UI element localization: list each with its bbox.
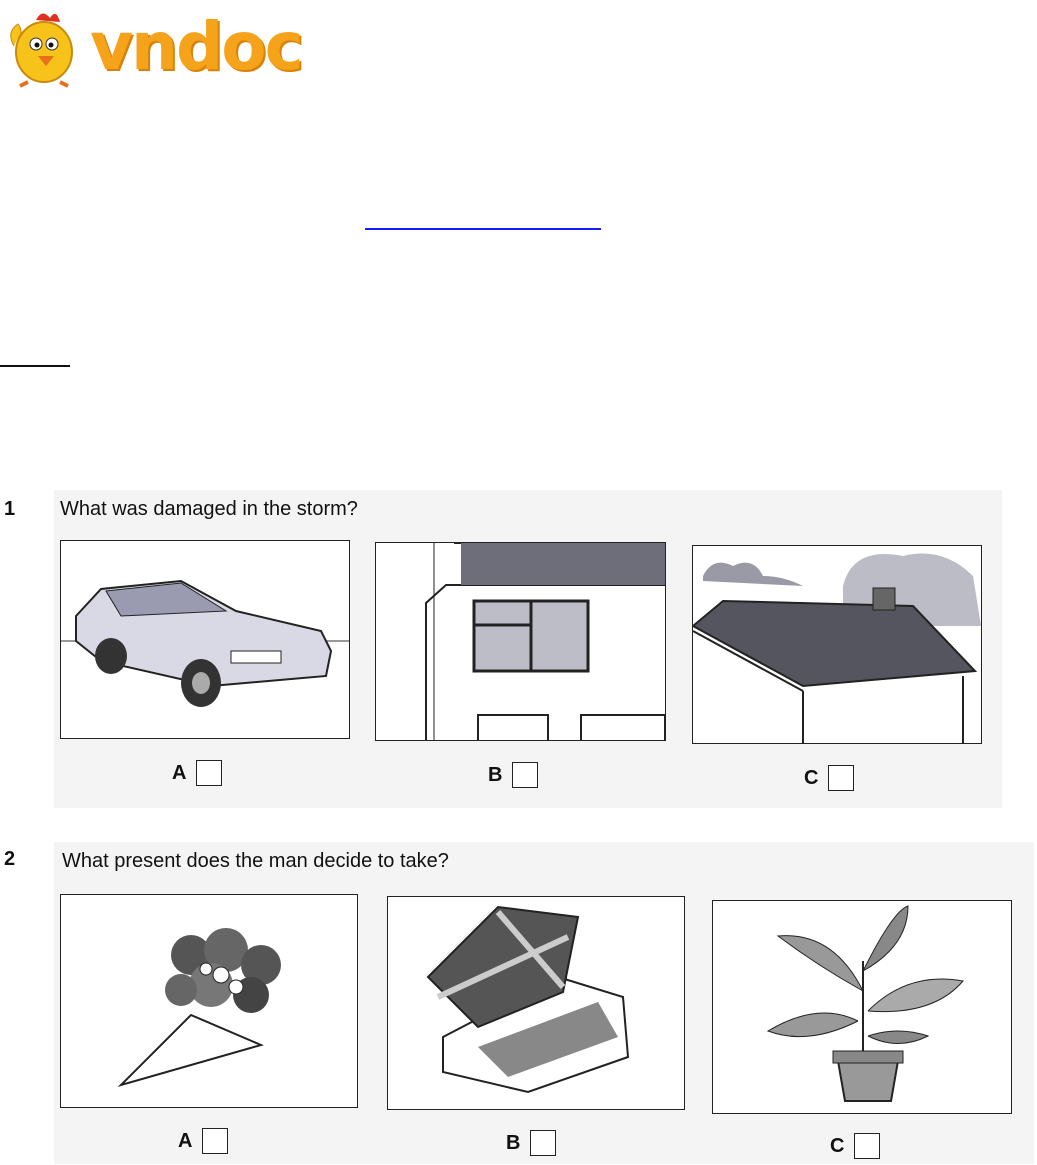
logo-wordmark: vndoc (90, 8, 302, 85)
question-1-text: What was damaged in the storm? (60, 498, 358, 520)
answer-checkbox[interactable] (512, 762, 538, 788)
option-letter: C (830, 1134, 845, 1157)
question-2-option-a[interactable] (178, 1128, 228, 1154)
chocolate-box-icon (388, 897, 684, 1109)
option-letter: A (178, 1129, 193, 1152)
question-2-text: What present does the man decide to take? (62, 850, 449, 872)
picture-chocolate-box (387, 896, 685, 1110)
bouquet-icon (61, 895, 357, 1107)
option-letter: C (804, 766, 819, 789)
picture-bouquet (60, 894, 358, 1108)
picture-roof (692, 545, 982, 744)
picture-potted-plant (712, 900, 1012, 1114)
house-window-icon (376, 543, 665, 740)
answer-checkbox[interactable] (530, 1130, 556, 1156)
question-2-option-c[interactable] (830, 1133, 880, 1159)
option-letter: A (172, 761, 187, 784)
question-2-number: 2 (4, 848, 16, 870)
option-letter: B (488, 763, 503, 786)
option-letter: B (506, 1131, 521, 1154)
answer-checkbox[interactable] (828, 765, 854, 791)
chick-mascot-icon (6, 6, 84, 88)
question-1-option-a[interactable] (172, 760, 222, 786)
answer-checkbox[interactable] (202, 1128, 228, 1154)
answer-checkbox[interactable] (854, 1133, 880, 1159)
roof-icon (693, 546, 981, 743)
question-1-option-b[interactable] (488, 762, 538, 788)
potted-plant-icon (713, 901, 1011, 1113)
question-1-number: 1 (4, 498, 16, 520)
heading-underline (0, 365, 70, 367)
picture-car (60, 540, 350, 739)
car-icon (61, 541, 349, 738)
question-1-option-c[interactable] (804, 765, 854, 791)
picture-house-window (375, 542, 666, 741)
answer-checkbox[interactable] (196, 760, 222, 786)
vndoc-logo (6, 6, 336, 88)
question-2-option-b[interactable] (506, 1130, 556, 1156)
hyperlink-underline[interactable] (365, 228, 601, 230)
